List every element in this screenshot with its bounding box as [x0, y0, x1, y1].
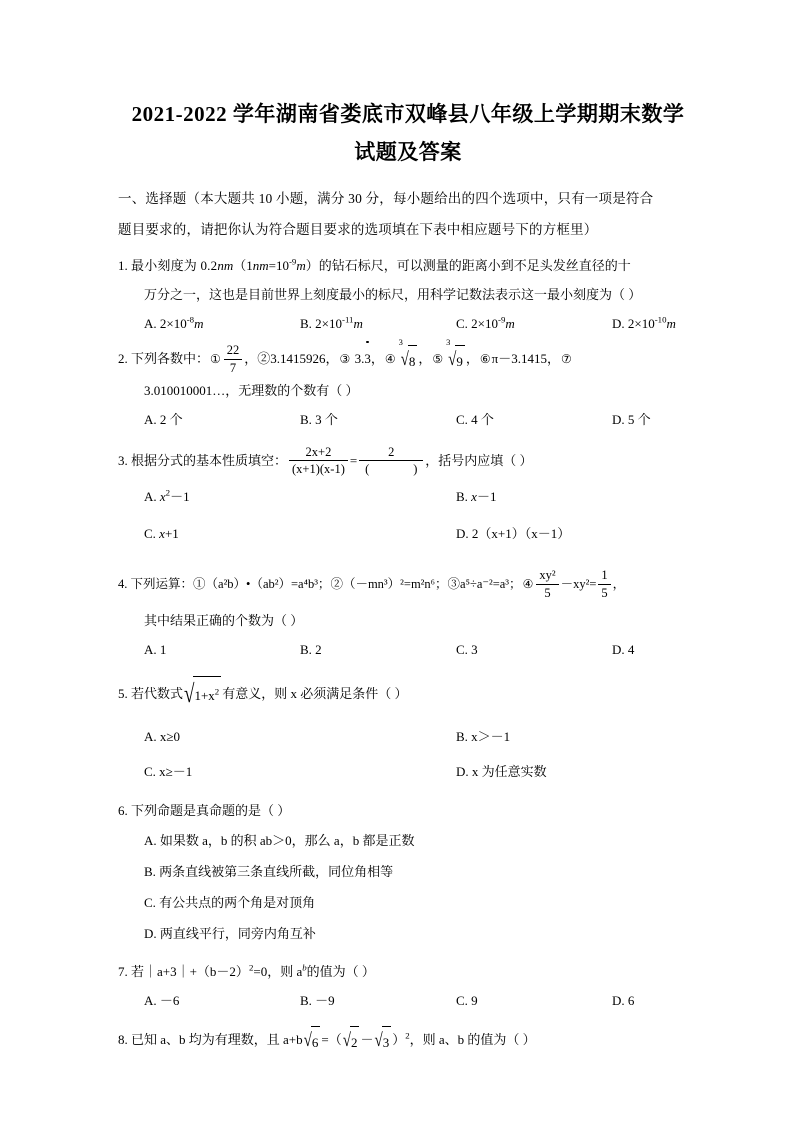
radicand: 6	[311, 1026, 321, 1057]
fraction-denominator-blank	[359, 461, 423, 476]
fraction-right	[359, 445, 423, 477]
cube-root-8: 3 √8	[401, 344, 418, 376]
option-label: D.	[612, 992, 625, 1008]
equals-sign: =	[349, 452, 358, 468]
question-2-stem-prefix: 下列各数中：	[131, 351, 210, 366]
cube-root-9: 3 √9	[448, 344, 465, 376]
option-label: D.	[144, 925, 157, 941]
option-label: A.	[144, 728, 157, 744]
question-7-option-c[interactable]	[456, 986, 478, 1015]
question-2-stem-line-2: 3.010010001…，无理数的个数有（ ）	[144, 382, 359, 398]
question-8	[118, 1025, 698, 1057]
section-multiple-choice-intro	[118, 183, 698, 245]
option-text: －9	[315, 992, 335, 1008]
option-text: x＞－1	[471, 728, 511, 744]
question-7-stem-b: =0，则 a	[253, 963, 303, 979]
title-line-2: 试题及答案	[354, 140, 462, 164]
question-3-option-d[interactable]	[456, 519, 570, 548]
question-7-stem	[118, 957, 698, 986]
option-label: C.	[144, 763, 156, 779]
option-text: 两直线平行，同旁内角互补	[159, 925, 316, 941]
option-tail: －1	[476, 488, 497, 504]
question-6-stem	[118, 796, 698, 825]
fraction-numerator: 2	[359, 445, 423, 461]
fraction-denominator: 7	[229, 360, 237, 375]
fraction-numerator: 2x+2	[289, 445, 348, 461]
fraction-22-7	[224, 343, 243, 375]
option-exponent: -11	[342, 314, 354, 325]
page-title	[118, 95, 698, 171]
question-4-item-3: ③a⁵÷a⁻²=a³；	[447, 576, 522, 591]
question-8-stem-b: =（	[321, 1031, 342, 1047]
option-text: 2 个	[159, 411, 183, 427]
question-4-option-c[interactable]	[456, 635, 478, 664]
option-base: x	[159, 525, 165, 541]
title-line-1: 2021-2022 学年湖南省娄底市双峰县八年级上学期期末数学	[131, 102, 685, 126]
question-5-option-c[interactable]	[144, 757, 192, 786]
option-label: D.	[456, 763, 469, 779]
question-3	[118, 440, 698, 548]
question-4	[118, 562, 698, 664]
option-label: C.	[456, 316, 468, 331]
option-text: 两条直线被第三条直线所截，同位角相等	[159, 863, 394, 879]
unit-m: m	[296, 258, 306, 273]
question-4-item-2: ②（－mn³）²=m²n⁶；	[330, 576, 448, 591]
option-exponent: 2	[165, 487, 171, 498]
fraction-numerator: xy²	[536, 568, 558, 584]
option-label: A.	[144, 488, 157, 504]
option-text: 3	[471, 641, 478, 657]
radicand: 3	[382, 1026, 392, 1057]
option-label: A.	[144, 992, 157, 1008]
decimal-part: 3.	[354, 351, 365, 366]
question-2-option-b[interactable]	[300, 405, 338, 434]
question-7-exponent-b: b	[302, 962, 307, 973]
item-marker-4: ④	[384, 352, 396, 366]
option-label: B.	[300, 641, 312, 657]
question-1-stem-line-1	[118, 251, 698, 280]
radicand: 8	[408, 345, 418, 376]
question-2	[118, 337, 698, 434]
option-text: 9	[471, 992, 478, 1008]
option-label: B.	[300, 992, 312, 1008]
option-label: D.	[612, 411, 625, 427]
question-8-stem-a: 已知 a、b 均为有理数，且 a+b	[131, 1031, 303, 1047]
option-value: 2×10	[627, 316, 655, 331]
question-8-exponent: 2	[405, 1030, 410, 1041]
item-marker-3: ③	[339, 352, 351, 366]
unit-nm-2: nm	[252, 258, 269, 273]
question-5-option-d[interactable]	[456, 757, 547, 786]
question-5-option-b[interactable]	[456, 722, 510, 751]
radicand: 2	[350, 1026, 360, 1057]
item-marker-7: ⑦	[560, 352, 572, 366]
square-root-6: √6	[304, 1025, 321, 1057]
question-4-options	[118, 635, 698, 664]
option-text: 4	[627, 641, 635, 657]
radicand	[193, 676, 221, 714]
question-1-options	[118, 309, 698, 338]
fraction-denominator: 5	[601, 585, 608, 600]
option-exponent: -9	[498, 314, 506, 325]
question-6-option-d[interactable]	[144, 918, 698, 949]
fraction-one-fifth	[598, 568, 610, 600]
question-8-stem-c: －	[360, 1031, 374, 1047]
option-label: C.	[456, 411, 468, 427]
question-1-number: 1.	[118, 258, 128, 273]
question-2-option-c[interactable]	[456, 405, 494, 434]
option-unit: m	[194, 316, 204, 331]
question-2-number: 2.	[118, 351, 128, 366]
option-label: C.	[144, 894, 156, 910]
fraction-numerator: 1	[598, 568, 610, 584]
option-text: 3 个	[315, 411, 338, 427]
fraction-denominator: 5	[544, 585, 551, 600]
option-text: x≥－1	[159, 763, 193, 779]
square-root-2: √2	[343, 1025, 360, 1057]
fraction-denominator: (x+1)(x-1)	[292, 462, 345, 477]
option-unit: m	[666, 316, 676, 331]
option-label: D.	[612, 316, 625, 331]
question-7-option-d[interactable]	[612, 986, 634, 1015]
question-7-number: 7.	[118, 963, 128, 979]
question-2-item-2: ，②3.1415926，	[244, 351, 339, 366]
option-text: －6	[159, 992, 180, 1008]
question-6-options	[118, 825, 698, 949]
option-tail: 2（x+1）（x－1）	[471, 525, 571, 541]
question-5-stem-prefix: 若代数式	[131, 685, 184, 701]
question-1-option-d[interactable]	[612, 309, 676, 338]
option-label: C.	[144, 525, 156, 541]
radical-index: 3	[398, 337, 403, 348]
question-1	[118, 251, 698, 338]
radicand-text: 1+x	[194, 687, 215, 703]
question-3-options-row-2	[118, 519, 698, 548]
option-tail: +1	[164, 525, 179, 541]
option-text: 2	[315, 641, 322, 657]
question-8-stem-e: ，则 a、b 的值为（ ）	[409, 1031, 536, 1047]
option-label: A.	[144, 832, 157, 848]
question-7-option-b[interactable]	[300, 986, 335, 1015]
question-3-option-b[interactable]	[456, 482, 496, 511]
option-text: 有公共点的两个角是对顶角	[159, 894, 316, 910]
item-marker-4: ④	[522, 576, 534, 591]
question-6-stem-text: 下列命题是真命题的是（ ）	[131, 802, 291, 818]
option-label: C.	[456, 992, 468, 1008]
question-1-stem-d: ）的钻石标尺，可以测量的距离小到不足头发丝直径的十	[305, 258, 631, 273]
option-label: A.	[144, 316, 157, 331]
question-1-stem-line-2: 万分之一，这也是目前世界上刻度最小的标尺，用科学记数法表示这一最小刻度为（ ）	[144, 287, 642, 302]
question-3-stem-suffix: ，括号内应填（ ）	[425, 452, 533, 468]
question-4-option-b[interactable]	[300, 635, 322, 664]
question-1-stem-b: （1	[233, 258, 253, 273]
option-text: 4 个	[471, 411, 494, 427]
paren-close: )	[413, 462, 418, 477]
question-5-option-a[interactable]	[144, 722, 180, 751]
item-marker-5: ⑤	[432, 352, 444, 366]
item-marker-6: ⑥	[479, 352, 491, 366]
option-value: 2×10	[471, 316, 499, 331]
question-4-stem-line-2: 其中结果正确的个数为（ ）	[144, 612, 304, 628]
option-label: A.	[144, 411, 157, 427]
option-label: B.	[144, 863, 156, 879]
question-6-option-c[interactable]	[144, 887, 698, 918]
option-text: 5 个	[627, 411, 651, 427]
question-7-stem-a: 若｜a+3｜+（b－2）	[131, 963, 249, 979]
question-6-option-a[interactable]	[144, 825, 698, 856]
option-label: C.	[456, 641, 468, 657]
unit-nm: nm	[217, 258, 234, 273]
option-label: B.	[456, 488, 468, 504]
question-3-stem	[118, 440, 698, 482]
question-1-option-b[interactable]	[300, 309, 363, 338]
option-text: 如果数 a，b 的积 ab＞0，那么 a，b 都是正数	[159, 832, 415, 848]
option-value: 2×10	[315, 316, 343, 331]
option-label: A.	[144, 641, 157, 657]
separator: ，	[370, 351, 384, 366]
question-5-number: 5.	[118, 685, 128, 701]
option-text: 6	[627, 992, 635, 1008]
fraction-xy2-over-5	[536, 568, 558, 600]
question-1-option-a[interactable]	[144, 309, 203, 338]
question-2-item-6: π－3.1415，	[491, 351, 560, 366]
section-intro-line-1: 一、选择题（本大题共 10 小题，满分 30 分，每小题给出的四个选项中，只有一项是符合	[118, 191, 654, 206]
question-3-option-a[interactable]	[144, 482, 190, 511]
option-text: 1	[159, 641, 167, 657]
question-2-stem-line-1	[118, 337, 698, 376]
question-5-stem-suffix: 有意义，则 x 必须满足条件（ ）	[222, 685, 408, 701]
question-3-option-c[interactable]	[144, 519, 179, 548]
square-root-3: √3	[374, 1025, 391, 1057]
option-label: D.	[612, 641, 625, 657]
question-4-option-d[interactable]	[612, 635, 634, 664]
paren-open: (	[365, 462, 370, 477]
question-5	[118, 676, 698, 786]
question-1-stem-c: =10	[268, 258, 289, 273]
option-unit: m	[353, 316, 363, 331]
question-1-stem-a: 最小刻度为 0.2	[131, 258, 218, 273]
question-8-number: 8.	[118, 1031, 128, 1047]
question-4-item-4-mid: －xy²=	[560, 576, 597, 591]
question-4-option-a[interactable]	[144, 635, 166, 664]
option-text: x 为任意实数	[471, 763, 547, 779]
question-6-number: 6.	[118, 802, 128, 818]
separator: ，	[465, 351, 479, 366]
radicand: 9	[455, 345, 465, 376]
option-tail: －1	[170, 488, 190, 504]
question-3-stem-prefix: 根据分式的基本性质填空：	[131, 452, 288, 468]
option-label: B.	[300, 411, 312, 427]
question-4-item-4-end: ，	[612, 576, 626, 591]
option-label: D.	[456, 525, 469, 541]
option-label: B.	[456, 728, 468, 744]
section-intro-line-2: 题目要求的，请把你认为符合题目要求的选项填在下表中相应题号下的方框里）	[118, 222, 598, 237]
option-value: 2×10	[159, 316, 187, 331]
question-4-number: 4.	[118, 576, 128, 591]
question-7-option-a[interactable]	[144, 986, 179, 1015]
question-2-option-a[interactable]	[144, 405, 183, 434]
repeating-decimal	[355, 351, 371, 366]
question-7-options	[118, 986, 698, 1015]
question-5-options-row-1	[118, 722, 698, 751]
fraction-left	[289, 445, 348, 477]
option-text: x≥0	[159, 728, 181, 744]
question-7-stem-c: 的值为（ ）	[306, 963, 375, 979]
question-3-number: 3.	[118, 452, 128, 468]
radical-index: 3	[446, 337, 451, 348]
question-5-stem	[118, 676, 698, 714]
question-3-options-row-1	[118, 482, 698, 511]
radicand-exponent: 2	[214, 686, 220, 697]
option-unit: m	[505, 316, 515, 331]
question-8-stem	[118, 1025, 698, 1057]
repeating-digit: 3	[364, 344, 371, 373]
option-base: x	[159, 488, 166, 504]
question-1-exp: -9	[288, 256, 297, 267]
option-exponent: -10	[654, 314, 667, 325]
question-8-stem-d: ）	[392, 1031, 406, 1047]
option-base: x	[471, 488, 477, 504]
separator: ，	[418, 351, 432, 366]
question-4-item-1: ①（a²b）•（ab²）=a⁴b³；	[193, 576, 331, 591]
item-marker-1: ①	[210, 352, 221, 366]
question-4-stem-line-1	[118, 562, 698, 606]
question-4-stem-prefix: 下列运算：	[130, 576, 194, 591]
question-7-exponent: 2	[248, 962, 254, 973]
option-label: B.	[300, 316, 312, 331]
fraction-numerator: 22	[224, 343, 243, 359]
question-2-options	[118, 405, 698, 434]
question-6-option-b[interactable]	[144, 856, 698, 887]
question-2-option-d[interactable]	[612, 405, 651, 434]
question-5-options-row-2	[118, 757, 698, 786]
question-1-option-c[interactable]	[456, 309, 515, 338]
question-7	[118, 957, 698, 1015]
option-exponent: -8	[186, 314, 195, 325]
question-6	[118, 796, 698, 949]
square-root-expression: $√1+x^2$	[184, 676, 221, 714]
